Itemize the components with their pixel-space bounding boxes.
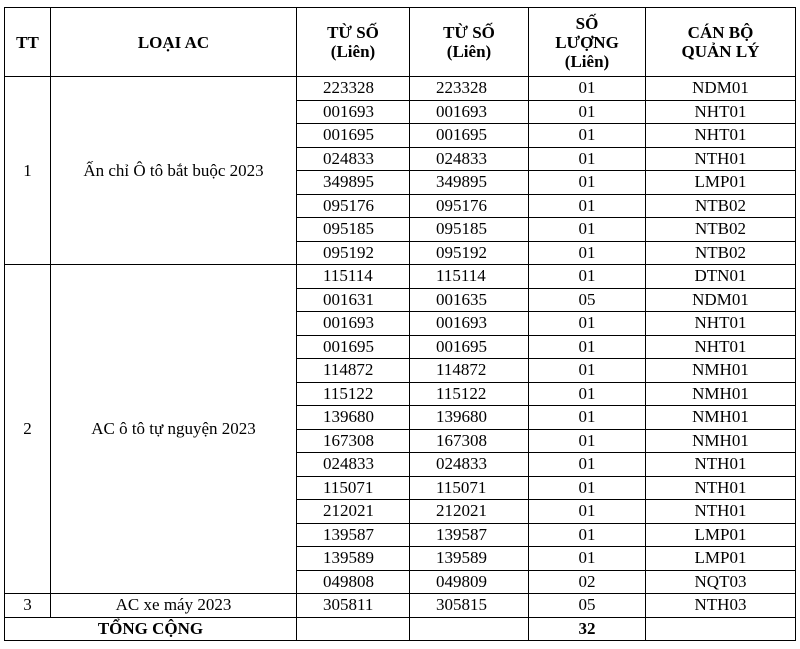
cell-manager: LMP01 bbox=[646, 171, 796, 195]
cell-to: 114872 bbox=[410, 359, 529, 383]
cell-manager: NTH01 bbox=[646, 500, 796, 524]
cell-from: 139680 bbox=[297, 406, 410, 430]
cell-qty: 01 bbox=[529, 335, 646, 359]
cell-manager: LMP01 bbox=[646, 523, 796, 547]
cell-to: 024833 bbox=[410, 453, 529, 477]
cell-manager: NTH01 bbox=[646, 476, 796, 500]
cell-from: 349895 bbox=[297, 171, 410, 195]
cell-to: 001695 bbox=[410, 335, 529, 359]
cell-to: 095185 bbox=[410, 218, 529, 242]
cell-manager: NDM01 bbox=[646, 77, 796, 101]
header-tu-so-from-line1: TỪ SỐ bbox=[327, 23, 379, 42]
header-can-bo-line1: CÁN BỘ bbox=[687, 23, 754, 42]
cell-from: 223328 bbox=[297, 77, 410, 101]
cell-to: 139587 bbox=[410, 523, 529, 547]
cell-manager: NDM01 bbox=[646, 288, 796, 312]
cell-manager: NTB02 bbox=[646, 194, 796, 218]
cell-qty: 01 bbox=[529, 359, 646, 383]
total-empty-manager bbox=[646, 617, 796, 640]
cell-to: 115114 bbox=[410, 265, 529, 289]
cell-from: 115071 bbox=[297, 476, 410, 500]
header-tu-so-to bbox=[410, 8, 529, 77]
cell-from: 024833 bbox=[297, 147, 410, 171]
table-header bbox=[5, 8, 796, 77]
cell-to: 001695 bbox=[410, 124, 529, 148]
cell-qty: 01 bbox=[529, 429, 646, 453]
cell-manager: LMP01 bbox=[646, 547, 796, 571]
cell-from: 212021 bbox=[297, 500, 410, 524]
cell-from: 167308 bbox=[297, 429, 410, 453]
cell-from: 049808 bbox=[297, 570, 410, 594]
cell-manager: NMH01 bbox=[646, 406, 796, 430]
group-tt: 2 bbox=[5, 265, 51, 594]
total-label: TỔNG CỘNG bbox=[5, 617, 297, 640]
header-can-bo-line2: QUẢN LÝ bbox=[681, 42, 760, 61]
cell-manager: NTH01 bbox=[646, 453, 796, 477]
cell-from: 095176 bbox=[297, 194, 410, 218]
cell-from: 095185 bbox=[297, 218, 410, 242]
cell-to: 049809 bbox=[410, 570, 529, 594]
table-row bbox=[5, 77, 796, 101]
cell-qty: 01 bbox=[529, 547, 646, 571]
cell-manager: NTH03 bbox=[646, 594, 796, 618]
cell-to: 223328 bbox=[410, 77, 529, 101]
ac-inventory-table bbox=[4, 7, 796, 641]
cell-to: 001693 bbox=[410, 312, 529, 336]
cell-to: 095192 bbox=[410, 241, 529, 265]
cell-qty: 01 bbox=[529, 218, 646, 242]
cell-qty: 01 bbox=[529, 241, 646, 265]
group-tt: 1 bbox=[5, 77, 51, 265]
cell-to: 115122 bbox=[410, 382, 529, 406]
cell-manager: NMH01 bbox=[646, 429, 796, 453]
cell-qty: 01 bbox=[529, 194, 646, 218]
cell-to: 024833 bbox=[410, 147, 529, 171]
cell-manager: DTN01 bbox=[646, 265, 796, 289]
cell-qty: 01 bbox=[529, 406, 646, 430]
total-empty-to bbox=[410, 617, 529, 640]
cell-from: 114872 bbox=[297, 359, 410, 383]
cell-from: 001693 bbox=[297, 312, 410, 336]
group-loai-ac: AC ô tô tự nguyện 2023 bbox=[51, 265, 297, 594]
cell-qty: 01 bbox=[529, 382, 646, 406]
cell-to: 305815 bbox=[410, 594, 529, 618]
cell-to: 115071 bbox=[410, 476, 529, 500]
header-so-luong bbox=[529, 8, 646, 77]
cell-from: 001631 bbox=[297, 288, 410, 312]
cell-qty: 01 bbox=[529, 124, 646, 148]
cell-qty: 01 bbox=[529, 100, 646, 124]
cell-qty: 01 bbox=[529, 500, 646, 524]
cell-from: 001695 bbox=[297, 124, 410, 148]
total-empty-from bbox=[297, 617, 410, 640]
cell-manager: NTH01 bbox=[646, 147, 796, 171]
cell-manager: NMH01 bbox=[646, 382, 796, 406]
table-row bbox=[5, 265, 796, 289]
cell-to: 212021 bbox=[410, 500, 529, 524]
cell-qty: 01 bbox=[529, 171, 646, 195]
header-tu-so-to-line1: TỪ SỐ bbox=[443, 23, 495, 42]
cell-qty: 01 bbox=[529, 523, 646, 547]
cell-manager: NQT03 bbox=[646, 570, 796, 594]
header-tu-so-from-line2: (Liên) bbox=[330, 42, 376, 61]
cell-from: 001695 bbox=[297, 335, 410, 359]
group-tt: 3 bbox=[5, 594, 51, 618]
cell-from: 095192 bbox=[297, 241, 410, 265]
header-can-bo bbox=[646, 8, 796, 77]
cell-to: 167308 bbox=[410, 429, 529, 453]
cell-from: 139589 bbox=[297, 547, 410, 571]
cell-qty: 05 bbox=[529, 288, 646, 312]
cell-qty: 01 bbox=[529, 77, 646, 101]
cell-qty: 01 bbox=[529, 265, 646, 289]
cell-qty: 01 bbox=[529, 147, 646, 171]
cell-from: 139587 bbox=[297, 523, 410, 547]
cell-qty: 01 bbox=[529, 453, 646, 477]
table-row bbox=[5, 594, 796, 618]
cell-from: 115114 bbox=[297, 265, 410, 289]
header-loai-ac: LOẠI AC bbox=[51, 8, 297, 77]
table-body bbox=[5, 77, 796, 641]
cell-manager: NMH01 bbox=[646, 359, 796, 383]
group-loai-ac: AC xe máy 2023 bbox=[51, 594, 297, 618]
header-so-luong-line3: (Liên) bbox=[564, 51, 610, 71]
cell-manager: NHT01 bbox=[646, 335, 796, 359]
header-tt: TT bbox=[5, 8, 51, 77]
header-so-luong-line2: LƯỢNG bbox=[555, 32, 619, 52]
cell-from: 115122 bbox=[297, 382, 410, 406]
total-qty: 32 bbox=[529, 617, 646, 640]
cell-manager: NHT01 bbox=[646, 312, 796, 336]
cell-from: 305811 bbox=[297, 594, 410, 618]
cell-to: 139680 bbox=[410, 406, 529, 430]
cell-to: 001693 bbox=[410, 100, 529, 124]
group-loai-ac: Ấn chỉ Ô tô bắt buộc 2023 bbox=[51, 77, 297, 265]
cell-manager: NHT01 bbox=[646, 100, 796, 124]
header-tu-so-from bbox=[297, 8, 410, 77]
cell-to: 349895 bbox=[410, 171, 529, 195]
cell-to: 095176 bbox=[410, 194, 529, 218]
cell-manager: NTB02 bbox=[646, 218, 796, 242]
cell-qty: 01 bbox=[529, 312, 646, 336]
header-so-luong-line1: SỐ bbox=[575, 13, 599, 33]
header-tu-so-to-line2: (Liên) bbox=[446, 42, 492, 61]
total-row bbox=[5, 617, 796, 640]
cell-qty: 02 bbox=[529, 570, 646, 594]
cell-from: 001693 bbox=[297, 100, 410, 124]
cell-from: 024833 bbox=[297, 453, 410, 477]
cell-manager: NHT01 bbox=[646, 124, 796, 148]
cell-to: 139589 bbox=[410, 547, 529, 571]
cell-qty: 05 bbox=[529, 594, 646, 618]
cell-manager: NTB02 bbox=[646, 241, 796, 265]
cell-qty: 01 bbox=[529, 476, 646, 500]
cell-to: 001635 bbox=[410, 288, 529, 312]
